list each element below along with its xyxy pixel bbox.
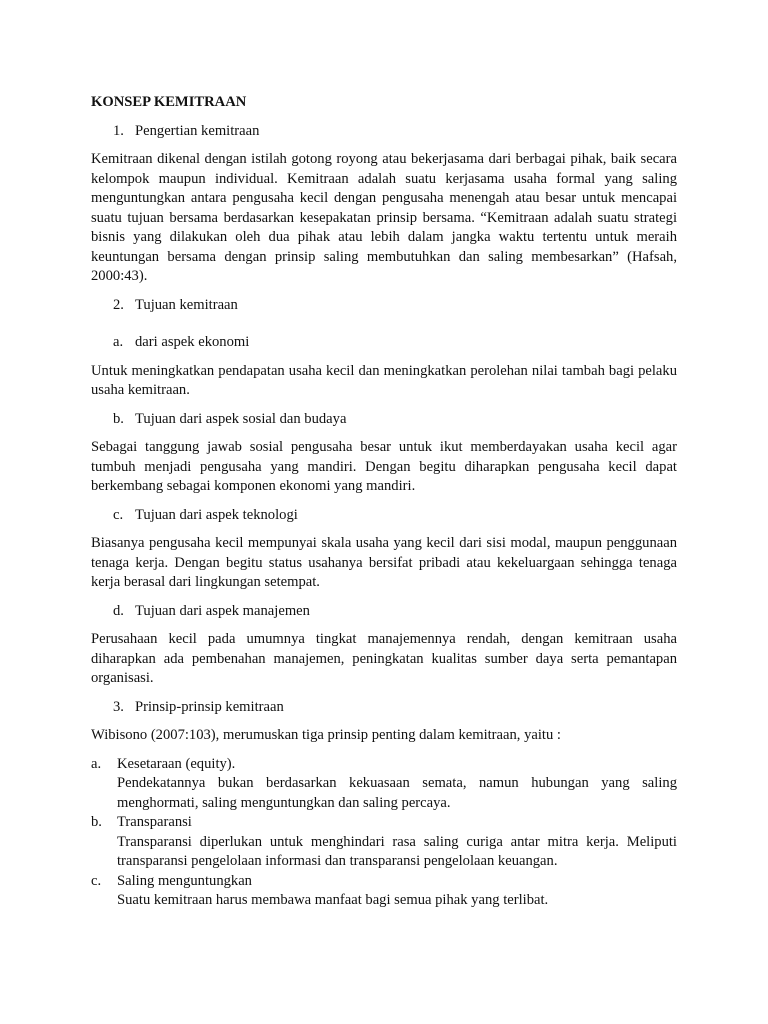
subsection-heading-c: [91, 506, 677, 526]
section-heading-2: [91, 296, 677, 316]
subsection-letter: b.: [113, 410, 124, 427]
principle-item: [91, 755, 677, 814]
paragraph-prinsip-intro: Wibisono (2007:103), merumuskan tiga prinsip penting dalam kemitraan, yaitu :: [91, 727, 561, 743]
section-heading-1: [91, 122, 677, 142]
subsection-heading-text: Tujuan dari aspek manajemen: [135, 602, 310, 619]
section-number: 3.: [113, 698, 124, 715]
principle-item: [91, 813, 677, 872]
subsection-heading-d: [91, 602, 677, 622]
principle-name: Kesetaraan (equity).: [117, 755, 236, 772]
section-number: 1.: [113, 122, 124, 139]
paragraph-teknologi: Biasanya pengusaha kecil mempunyai skala usaha yang kecil dari sisi modal, maupun penggunaan tenaga kerja. Dengan begitu status usahanya bersifat pribadi atau kekeluargaan sehingga tenaga kerja berasal dari lingkungan setempat.: [91, 535, 677, 590]
section-heading-text: Prinsip-prinsip kemitraan: [135, 698, 284, 715]
principle-description: Suatu kemitraan harus membawa manfaat bagi semua pihak yang terlibat.: [117, 892, 549, 908]
document-title: KONSEP KEMITRAAN: [91, 94, 247, 110]
principle-description: Pendekatannya bukan berdasarkan kekuasaan semata, namun hubungan yang saling menghormati, saling menguntungkan dan saling percaya.: [117, 775, 677, 811]
subsection-letter: d.: [113, 602, 124, 619]
section-heading-text: Tujuan kemitraan: [135, 296, 238, 313]
section-heading-text: Pengertian kemitraan: [135, 122, 260, 139]
principle-name: Saling menguntungkan: [117, 872, 252, 889]
principle-description: Transparansi diperlukan untuk menghindari rasa saling curiga antar mitra kerja. Meliputi transparansi pengelolaan informasi dan transparansi pengelolaan keuangan.: [117, 833, 677, 869]
principle-item: [91, 872, 677, 911]
document-page: [91, 93, 677, 911]
subsection-heading-text: dari aspek ekonomi: [135, 334, 250, 350]
subsection-letter: a.: [113, 334, 124, 350]
paragraph-ekonomi: Untuk meningkatkan pendapatan usaha kecil dan meningkatkan perolehan nilai tambah bagi pelaku usaha kemitraan.: [91, 362, 677, 398]
section-heading-3: [91, 698, 677, 718]
subsection-heading-a: [91, 333, 677, 353]
principles-list: [91, 755, 677, 911]
section-number: 2.: [113, 296, 124, 313]
principle-name: Transparansi: [117, 814, 192, 830]
paragraph-sosial-budaya: Sebagai tanggung jawab sosial pengusaha besar untuk ikut memberdayakan usaha kecil agar tumbuh menjadi pengusaha yang mandiri. Dengan begitu diharapkan pengusaha kecil dapat berkembang sebagai komponen ekonomi yang mandiri.: [91, 439, 677, 494]
principle-letter: c.: [91, 872, 102, 889]
principle-letter: b.: [91, 814, 102, 830]
subsection-heading-b: [91, 410, 677, 430]
subsection-heading-text: Tujuan dari aspek sosial dan budaya: [135, 410, 347, 427]
subsection-heading-text: Tujuan dari aspek teknologi: [135, 506, 298, 523]
paragraph-pengertian: Kemitraan dikenal dengan istilah gotong royong atau bekerjasama dari berbagai pihak, baik secara kelompok maupun individual. Kemitraan adalah suatu kerjasama usaha formal yang saling menguntungkan antara pengusaha kecil dengan pengusaha menengah atau besar untuk mencapai suatu tujuan bersama berdasarkan kesepakatan prinsip bersama. “Kemitraan adalah suatu strategi bisnis yang dilakukan oleh dua pihak atau lebih dalam jangka waktu tertentu untuk meraih keuntungan bersama dengan prinsip saling membutuhkan dan saling membesarkan” (Hafsah, 2000:43).: [91, 151, 677, 284]
paragraph-manajemen: Perusahaan kecil pada umumnya tingkat manajemennya rendah, dengan kemitraan usaha diharapkan ada pembenahan manajemen, peningkatan kualitas sumber daya serta pemantapan organisasi.: [91, 631, 677, 686]
principle-letter: a.: [91, 755, 102, 772]
subsection-letter: c.: [113, 506, 124, 523]
